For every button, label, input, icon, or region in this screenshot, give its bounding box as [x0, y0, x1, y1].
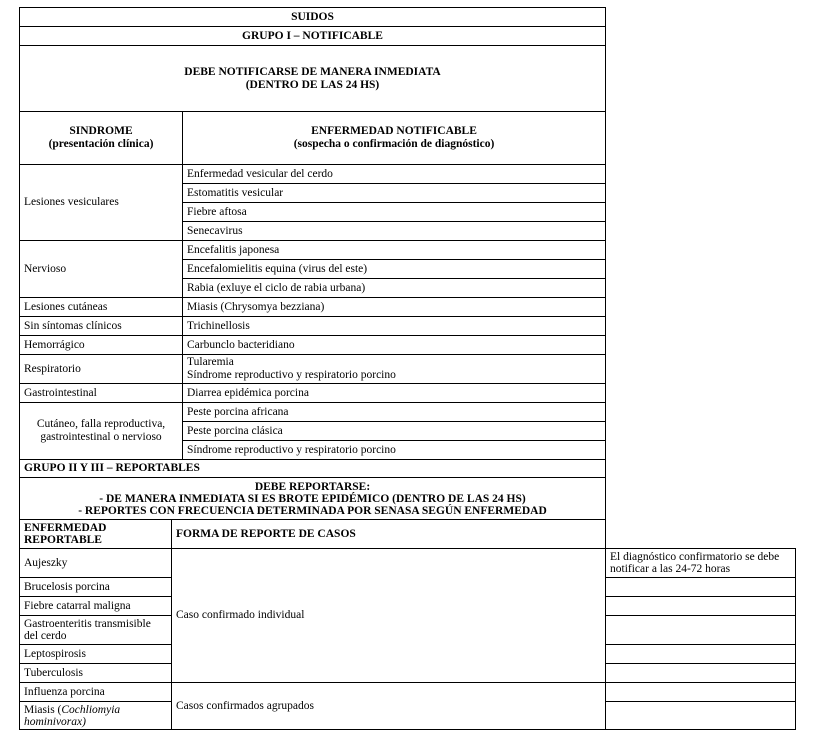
- table-title: SUIDOS: [19, 7, 606, 27]
- disease-cell: Miasis (Chrysomya bezziana): [182, 297, 606, 317]
- syndrome-cell: Hemorrágico: [19, 335, 183, 355]
- report-form-header: FORMA DE REPORTE DE CASOS: [171, 519, 606, 549]
- side-note-empty-cell: [605, 615, 796, 645]
- reportable-disease-cell: Influenza porcina: [19, 682, 172, 702]
- side-note-empty-cell: [605, 644, 796, 664]
- disease-cell: Peste porcina clásica: [182, 421, 606, 441]
- syndrome-cell: Gastrointestinal: [19, 383, 183, 403]
- disease-line: Tularemia: [187, 356, 234, 368]
- side-note-empty-cell: [605, 701, 796, 730]
- disease-cell: Enfermedad vesicular del cerdo: [182, 164, 606, 184]
- disease-cell: [182, 354, 606, 384]
- syndrome-cell: Nervioso: [19, 240, 183, 298]
- group1-notice-line1: DEBE NOTIFICARSE DE MANERA INMEDIATA: [184, 65, 441, 78]
- group1-notice-line2: (DENTRO DE LAS 24 HS): [245, 78, 380, 91]
- group2-notice-line1: DEBE REPORTARSE:: [254, 480, 371, 493]
- group2-notice-line3: - REPORTES CON FRECUENCIA DETERMINADA POR SENASA SEGÚN ENFERMEDAD: [78, 504, 547, 517]
- reportable-disease-cell: Aujeszky: [19, 548, 172, 578]
- disease-column-header: [182, 111, 606, 165]
- group2-notice-line2: - DE MANERA INMEDIATA SI ES BROTE EPIDÉMICO (DENTRO DE LAS 24 HS): [99, 492, 526, 505]
- syndrome-cell: Respiratorio: [19, 354, 183, 384]
- syndrome-header-label: SINDROME: [69, 125, 133, 137]
- reportable-disease-cell: Fiebre catarral maligna: [19, 596, 172, 616]
- disease-cell: Encefalitis japonesa: [182, 240, 606, 260]
- reportable-disease-cell: [19, 615, 172, 645]
- disease-cell: Carbunclo bacteridiano: [182, 335, 606, 355]
- disease-cell: Síndrome reproductivo y respiratorio porcino: [182, 440, 606, 460]
- disease-cell: Peste porcina africana: [182, 402, 606, 422]
- miasis-prefix: Miasis (: [24, 703, 62, 716]
- disease-cell: Trichinellosis: [182, 316, 606, 336]
- reportable-disease-line: hominivorax): [24, 715, 86, 728]
- side-note-empty-cell: [605, 596, 796, 616]
- syndrome-line: Cutáneo, falla reproductiva,: [36, 418, 166, 430]
- report-form-grouped: Casos confirmados agrupados: [171, 682, 606, 730]
- disease-cell: Estomatitis vesicular: [182, 183, 606, 203]
- disease-cell: Rabia (exluye el ciclo de rabia urbana): [182, 278, 606, 298]
- side-note-cell: [605, 548, 796, 578]
- side-note-empty-cell: [605, 663, 796, 683]
- disease-cell: Diarrea epidémica porcina: [182, 383, 606, 403]
- reportable-disease-line: Gastroenteritis transmisible: [24, 618, 151, 630]
- side-note-empty-cell: [605, 577, 796, 597]
- reportable-disease-header: [19, 519, 172, 549]
- syndrome-cell: [19, 402, 183, 460]
- side-note-line1: El diagnóstico confirmatorio se debe: [610, 551, 780, 563]
- group1-notice: [19, 45, 606, 112]
- group2-notice: [19, 477, 606, 520]
- reportable-disease-cell: Tuberculosis: [19, 663, 172, 683]
- group1-heading: GRUPO I – NOTIFICABLE: [19, 26, 606, 46]
- reportable-disease-cell: Leptospirosis: [19, 644, 172, 664]
- disease-cell: Fiebre aftosa: [182, 202, 606, 222]
- syndrome-cell: Lesiones vesiculares: [19, 164, 183, 241]
- syndrome-column-header: [19, 111, 183, 165]
- reportable-disease-cell: [19, 701, 172, 730]
- disease-cell: Senecavirus: [182, 221, 606, 241]
- syndrome-cell: Sin síntomas clínicos: [19, 316, 183, 336]
- reportable-disease-line: [24, 704, 120, 716]
- disease-header-label: ENFERMEDAD NOTIFICABLE: [311, 125, 477, 137]
- disease-cell: Encefalomielitis equina (virus del este): [182, 259, 606, 279]
- reportable-disease-line: del cerdo: [24, 630, 67, 642]
- report-form-individual: Caso confirmado individual: [171, 548, 606, 683]
- group2-heading: GRUPO II Y III – REPORTABLES: [19, 459, 606, 478]
- reportable-header-line2: REPORTABLE: [24, 534, 102, 546]
- disease-line: Síndrome reproductivo y respiratorio porcino: [187, 369, 396, 381]
- reportable-header-line1: ENFERMEDAD: [24, 522, 107, 534]
- side-note-empty-cell: [605, 682, 796, 702]
- syndrome-header-sub: (presentación clínica): [48, 138, 154, 150]
- disease-header-sub: (sospecha o confirmación de diagnóstico): [293, 138, 495, 150]
- reportable-disease-cell: Brucelosis porcina: [19, 577, 172, 597]
- syndrome-cell: Lesiones cutáneas: [19, 297, 183, 317]
- side-note-line2: notificar a las 24-72 horas: [610, 563, 731, 575]
- miasis-species: Cochliomyia: [61, 703, 121, 716]
- syndrome-line: gastrointestinal o nervioso: [40, 431, 162, 443]
